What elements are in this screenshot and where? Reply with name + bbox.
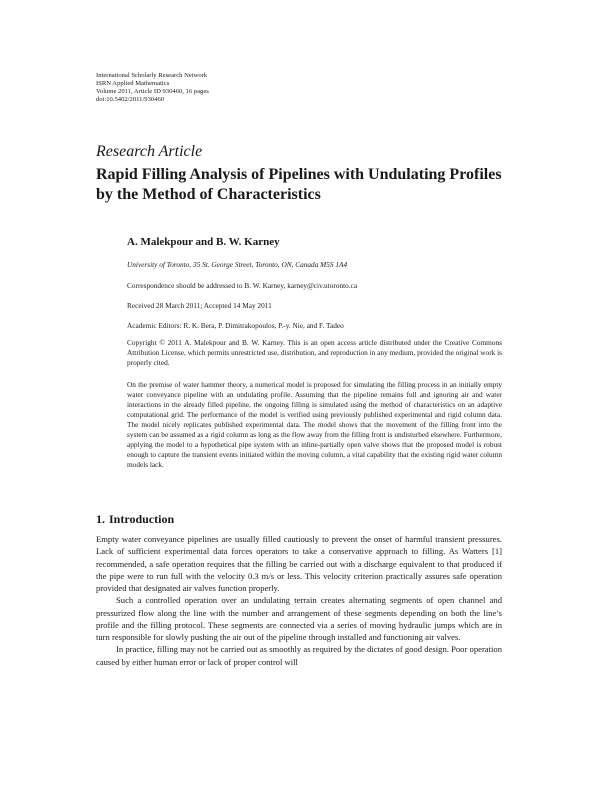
journal-volume: Volume 2011, Article ID 930460, 16 pages (96, 87, 209, 95)
paragraph: Such a controlled operation over an undulating terrain creates alternating segments of open channel and pressurized flow along the line with the number and arrangement of these segments depending on both the line’s profile and the filling protocol. These segments are connected via a series of moving hydraulic jumps which are in turn responsible for slowly pushing the air out of the pipeline through installed and functioning air valves. (96, 595, 502, 642)
affiliation: University of Toronto, 35 St. George Street, Toronto, ON, Canada M5S 1A4 (127, 260, 348, 269)
body-text (96, 533, 502, 668)
journal-doi: doi:10.5402/2011/930460 (96, 95, 165, 103)
section-heading (96, 512, 178, 527)
journal-publisher: International Scholarly Research Network (96, 72, 208, 79)
paragraph: Empty water conveyance pipelines are usually filled cautiously to prevent the onset of harmful transient pressures. Lack of sufficient experimental data forces operators to take a conservative approach to filling. As Watters [1] recommended, a safe operation requires that the filling be carried out with a discharge equivalent to that produced if the pipe were to run full with the velocity 0.3 m/s or less. This velocity criterion practically assures safe operation provided that designated air valves function properly. (96, 534, 502, 593)
authors: A. Malekpour and B. W. Karney (127, 236, 280, 248)
paper-title: Rapid Filling Analysis of Pipelines with Undulating Profiles by the Method of Characteristics (96, 166, 502, 203)
paragraph: In practice, filling may not be carried out as smoothly as required by the dictates of good design. Poor operation caused by either human error or lack of proper control will (96, 644, 502, 667)
received-dates: Received 28 March 2011; Accepted 14 May 2011 (127, 301, 272, 310)
journal-info (96, 72, 209, 104)
copyright-notice: Copyright © 2011 A. Malekpour and B. W. Karney. This is an open access article distributed under the Creative Commons Attribution License, which permits unrestricted use, distribution, and reproduction in any medium, provided the original work is properly cited. (127, 338, 502, 368)
academic-editors: Academic Editors: R. K. Bera, P. Dimitrakopoulos, P.-y. Nie, and F. Tadeo (127, 321, 344, 330)
correspondence: Correspondence should be addressed to B. W. Karney, karney@civ.utoronto.ca (127, 281, 358, 290)
article-type: Research Article (96, 143, 203, 160)
section-title: Introduction (109, 512, 175, 526)
section-number: 1. (96, 512, 105, 526)
abstract: On the premise of water hammer theory, a numerical model is proposed for simulating the filling process in an initially empty water conveyance pipeline with an undulating profile. Assuming that the pipeline remains full and ignoring air and water interactions in the already filled pipeline, the ongoing filling is simulated using the method of characteristics on an adaptive computational grid. The performance of the model is verified using previously published experimental and rigid column data. The model nicely replicates published experimental data. The model shows that the movement of the filling front into the system can be assumed as a rigid column as long as the flow away from the filling front is undisturbed elsewhere. Furthermore, applying the model to a hypothetical pipe system with an inline-partially open valve shows that the proposed model is robust enough to capture the transient events initiated within the moving column, a vital capability that the existing rigid water column models lack. (127, 380, 502, 470)
journal-name: ISRN Applied Mathematics (96, 79, 170, 87)
